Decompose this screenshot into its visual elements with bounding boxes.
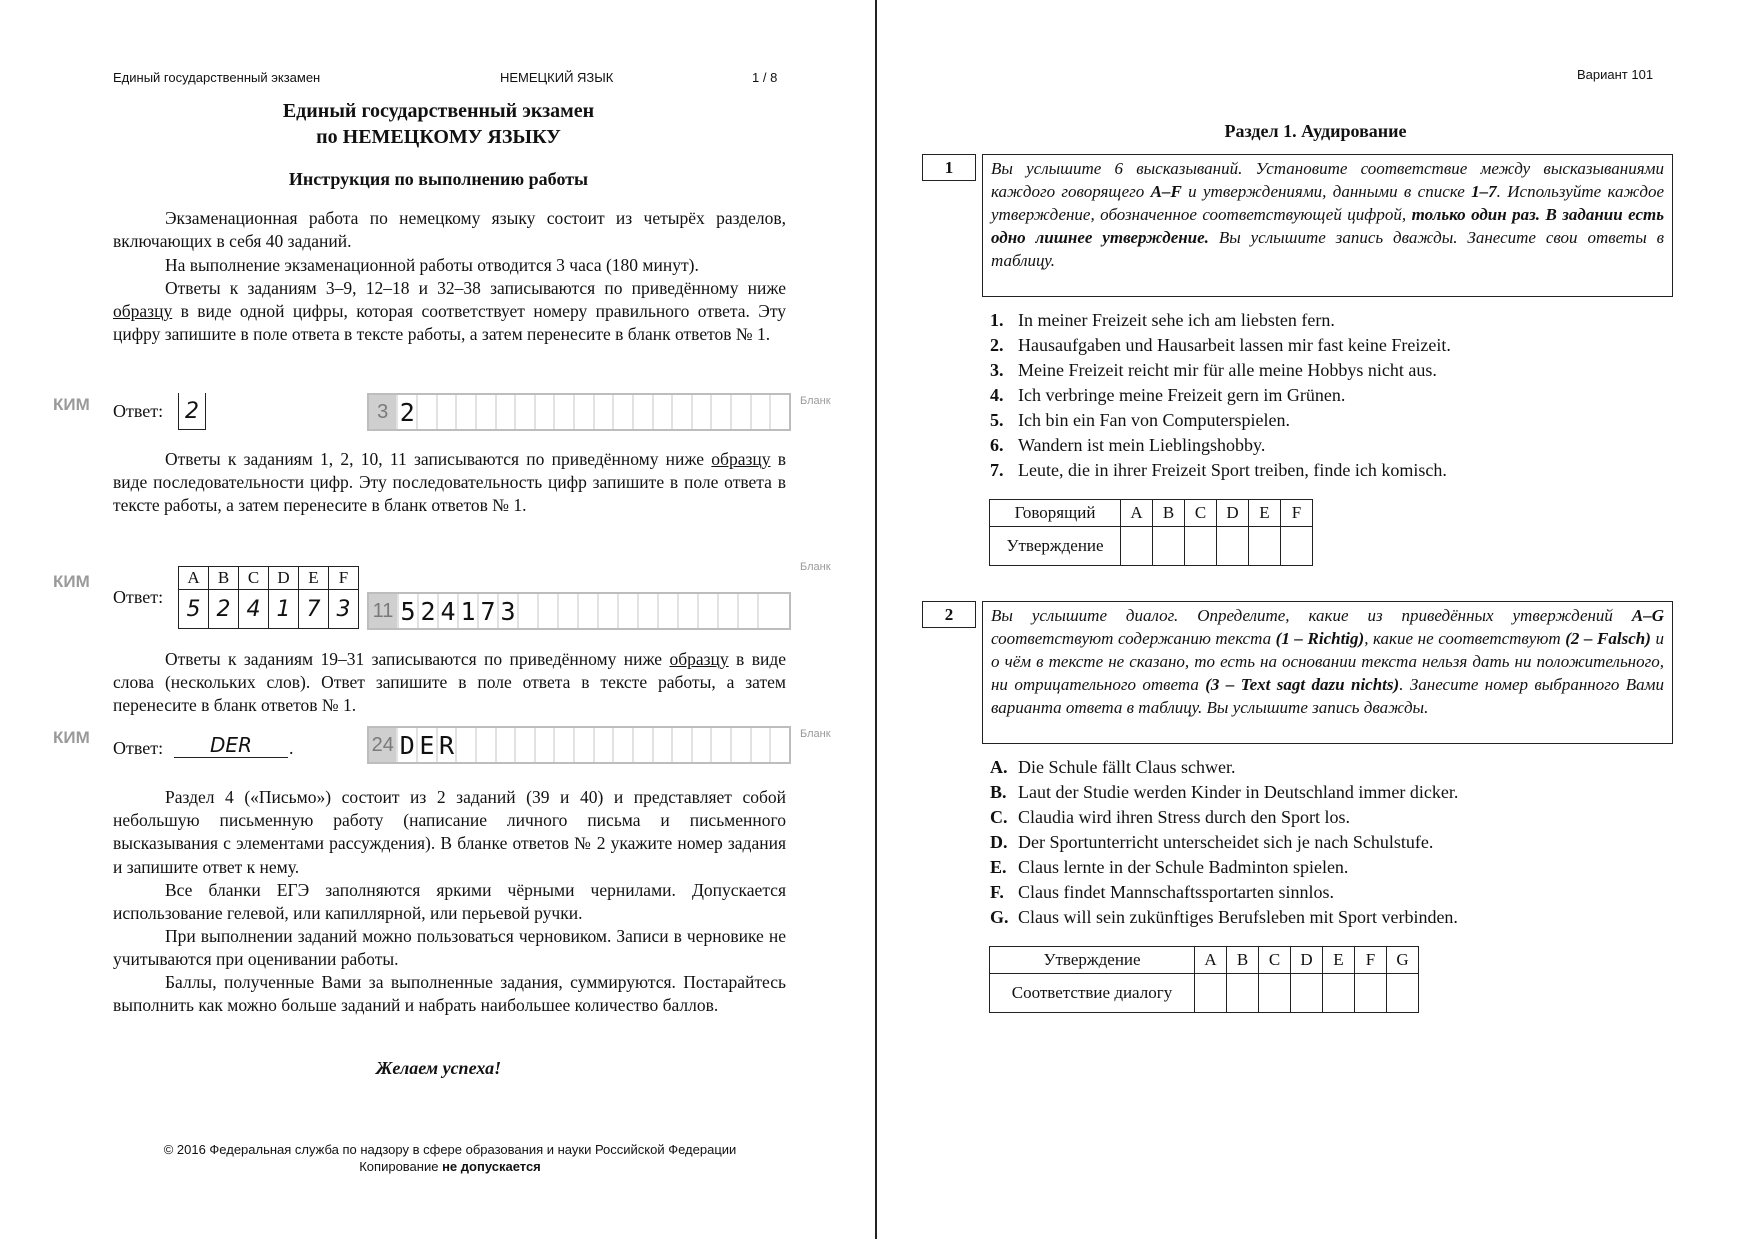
kim-label-1: КИМ	[53, 395, 90, 414]
digit-cell: 5	[179, 590, 209, 629]
instruction-title: Инструкция по выполнению работы	[288, 169, 589, 189]
list-item: 2. Hausaufgaben und Hausarbeit lassen mir fast keine Freizeit.	[990, 335, 1451, 355]
blank-cell: 2	[419, 594, 439, 628]
blank-task-number-2: 11	[369, 594, 399, 628]
task-1-answer-table	[989, 499, 1313, 566]
blank-cell: E	[418, 728, 438, 762]
answer-cell[interactable]	[1185, 527, 1217, 566]
list-item: 7. Leute, die in ihrer Freizeit Sport treiben, finde ich komisch.	[990, 460, 1447, 480]
task-2-answer-table	[989, 946, 1419, 1013]
list-item: E. Claus lernte in der Schule Badminton spielen.	[990, 857, 1349, 877]
header-left: Единый государственный экзамен	[113, 70, 321, 85]
blank-cell: 5	[399, 594, 419, 628]
answer-dot-3: .	[289, 738, 294, 758]
table-col-header: B	[1153, 500, 1185, 527]
table-col-header: F	[1355, 947, 1387, 974]
list-item: 1. In meiner Freizeit sehe ich am liebsten fern.	[990, 310, 1335, 330]
list-item: 4. Ich verbringe meine Freizeit gern im Grünen.	[990, 385, 1346, 405]
answer-label-2: Ответ:	[113, 587, 164, 607]
blank-cell: 3	[499, 594, 519, 628]
letter-cell: B	[209, 567, 239, 590]
paragraph-7: Все бланки ЕГЭ заполняются яркими чёрными чернилами. Допускается использование гелевой, или капиллярной, или перьевой ручки.	[113, 880, 786, 924]
table-row-header: Утверждение	[990, 527, 1121, 566]
letter-cell: A	[179, 567, 209, 590]
variant-label: Вариант 101	[1577, 67, 1654, 82]
answer-cell[interactable]	[1291, 974, 1323, 1013]
list-item: A. Die Schule fällt Claus schwer.	[990, 757, 1236, 777]
digit-cell: 4	[239, 590, 269, 629]
paragraph-5: Ответы к заданиям 19–31 записываются по приведённому ниже образцу в виде слова (нескольких слов). Ответ запишите в поле ответа в тексте работы, а затем перенесите в бланк ответов № 1.	[113, 649, 786, 716]
list-item: G. Claus will sein zukünftiges Berufsleben mit Sport verbinden.	[990, 907, 1458, 927]
table-col-header: B	[1227, 947, 1259, 974]
blank-cell: 4	[439, 594, 459, 628]
table-col-header: A	[1195, 947, 1227, 974]
table-row-header: Утверждение	[990, 947, 1195, 974]
answer-label-1: Ответ:	[113, 401, 164, 421]
blank-task-number-1: 3	[369, 395, 398, 429]
answer-cell[interactable]	[1323, 974, 1355, 1013]
task-number-1: 1	[922, 154, 976, 181]
blank-cell: 1	[459, 594, 479, 628]
table-col-header: D	[1217, 500, 1249, 527]
list-item: F. Claus findet Mannschaftssportarten sinnlos.	[990, 882, 1334, 902]
table-col-header: F	[1281, 500, 1313, 527]
header-center: НЕМЕЦКИЙ ЯЗЫК	[500, 70, 614, 85]
task-number-2: 2	[922, 601, 976, 628]
letter-cell: C	[239, 567, 269, 590]
answer-cell[interactable]	[1195, 974, 1227, 1013]
paragraph-3: Ответы к заданиям 3–9, 12–18 и 32–38 записываются по приведённому ниже образцу в виде одной цифры, которая соответствует номеру правильного ответа. Эту цифру запишите в поле ответа в тексте работы, а затем перенесите в бланк ответов № 1.	[113, 278, 786, 345]
table-col-header: C	[1185, 500, 1217, 527]
blank-cell: 7	[479, 594, 499, 628]
blank-field-1	[367, 393, 791, 431]
table-row-header: Соответствие диалогу	[990, 974, 1195, 1013]
digit-cell: 3	[329, 590, 359, 629]
answer-line-3	[174, 733, 288, 758]
kim-label-2: КИМ	[53, 572, 90, 591]
table-col-header: A	[1121, 500, 1153, 527]
letter-cell: E	[299, 567, 329, 590]
table-row-header: Говорящий	[990, 500, 1121, 527]
answer-cell[interactable]	[1355, 974, 1387, 1013]
handwritten-answer-3: DER	[210, 733, 252, 757]
digit-cell: 2	[209, 590, 239, 629]
answer-cell[interactable]	[1281, 527, 1313, 566]
list-item: C. Claudia wird ihren Stress durch den Sport los.	[990, 807, 1350, 827]
answer-cell[interactable]	[1121, 527, 1153, 566]
list-item: 5. Ich bin ein Fan von Computerspielen.	[990, 410, 1290, 430]
table-col-header: D	[1291, 947, 1323, 974]
list-item: 6. Wandern ist mein Lieblingshobby.	[990, 435, 1266, 455]
footer-copyright: © 2016 Федеральная служба по надзору в сфере образования и науки Российской Федерации	[163, 1142, 737, 1157]
paragraph-1: Экзаменационная работа по немецкому языку состоит из четырёх разделов, включающих в себя 40 заданий.	[113, 208, 786, 252]
kim-label-3: КИМ	[53, 728, 90, 747]
task-2-instructions: Вы услышите диалог. Определите, какие из приведённых утверждений A–G соответствуют содержанию текста (1 – Richtig), какие не соответствуют (2 – Falsch) и о чём в тексте не сказано, то есть на основании текста нельзя дать ни положительного, ни отрицательного ответа (3 – Text sagt dazu nichts). Занесите номер выбранного Вами варианта ответа в таблицу. Вы услышите запись дважды.	[982, 601, 1673, 744]
blank-label-3: Бланк	[800, 728, 831, 740]
answer-cell[interactable]	[1387, 974, 1419, 1013]
sample-link: образцу	[669, 649, 729, 669]
blank-task-number-3: 24	[369, 728, 398, 762]
table-col-header: E	[1249, 500, 1281, 527]
wish-text: Желаем успеха!	[375, 1058, 502, 1078]
blank-cell: D	[398, 728, 418, 762]
answer-box-1	[178, 393, 206, 430]
page-title: Единый государственный экзамен	[282, 100, 595, 122]
paragraph-2: На выполнение экзаменационной работы отводится 3 часа (180 минут).	[165, 255, 699, 275]
list-item: B. Laut der Studie werden Kinder in Deutschland immer dicker.	[990, 782, 1459, 802]
letter-cell: D	[269, 567, 299, 590]
table-col-header: G	[1387, 947, 1419, 974]
paragraph-6: Раздел 4 («Письмо») состоит из 2 заданий (39 и 40) и представляет собой небольшую письменную работу (написание личного письма и письменного высказывания с элементами рассуждения). В бланке ответов № 2 укажите номер задания и запишите ответ к нему.	[113, 787, 786, 877]
digit-cell: 1	[269, 590, 299, 629]
paragraph-4: Ответы к заданиям 1, 2, 10, 11 записываются по приведённому ниже образцу в виде последовательности цифр. Эту последовательность цифр запишите в поле ответа в тексте работы, а затем перенесите в бланк ответов № 1.	[113, 449, 787, 516]
blank-field-3	[367, 726, 791, 764]
sample-link: образцу	[113, 301, 173, 322]
answer-cell[interactable]	[1153, 527, 1185, 566]
letter-cell: F	[329, 567, 359, 590]
page-subtitle: по НЕМЕЦКОМУ ЯЗЫКУ	[316, 126, 561, 148]
task-1-instructions: Вы услышите 6 высказываний. Установите соответствие между высказываниями каждого говорящего A–F и утверждениями, данными в списке 1–7. Используйте каждое утверждение, обозначенное соответствующей цифрой, только один раз. В задании есть одно лишнее утверждение. Вы услышите запись дважды. Занесите свои ответы в таблицу.	[982, 154, 1673, 297]
blank-field-2	[367, 592, 791, 630]
answer-cell[interactable]	[1217, 527, 1249, 566]
answer-table-2	[178, 566, 359, 629]
page-number: 1 / 8	[752, 70, 778, 85]
list-item: D. Der Sportunterricht unterscheidet sich je nach Schulstufe.	[990, 832, 1434, 852]
blank-label-2: Бланк	[800, 561, 831, 573]
answer-cell[interactable]	[1249, 527, 1281, 566]
answer-label-3: Ответ:	[113, 738, 164, 758]
sample-link: образцу	[711, 449, 771, 469]
blank-cell: 2	[398, 395, 418, 429]
paragraph-8: При выполнении заданий можно пользоваться черновиком. Записи в черновике не учитываются при оценивании работы.	[113, 926, 786, 970]
section-title: Раздел 1. Аудирование	[1224, 121, 1407, 141]
answer-cell[interactable]	[1227, 974, 1259, 1013]
table-col-header: C	[1259, 947, 1291, 974]
task-2-statement-list	[990, 755, 1670, 930]
blank-label-1: Бланк	[800, 395, 831, 407]
list-item: 3. Meine Freizeit reicht mir für alle meine Hobbys nicht aus.	[990, 360, 1437, 380]
digit-cell: 7	[299, 590, 329, 629]
handwritten-answer-1: 2	[185, 398, 199, 424]
task-1-statement-list	[990, 308, 1670, 483]
blank-cell: R	[438, 728, 458, 762]
right-page	[877, 0, 1754, 1239]
table-col-header: E	[1323, 947, 1355, 974]
answer-cell[interactable]	[1259, 974, 1291, 1013]
footer-copy-notice: Копирование не допускается	[359, 1159, 541, 1174]
paragraph-9: Баллы, полученные Вами за выполненные задания, суммируются. Постарайтесь выполнить как можно больше заданий и набрать наибольшее количество баллов.	[113, 972, 786, 1016]
